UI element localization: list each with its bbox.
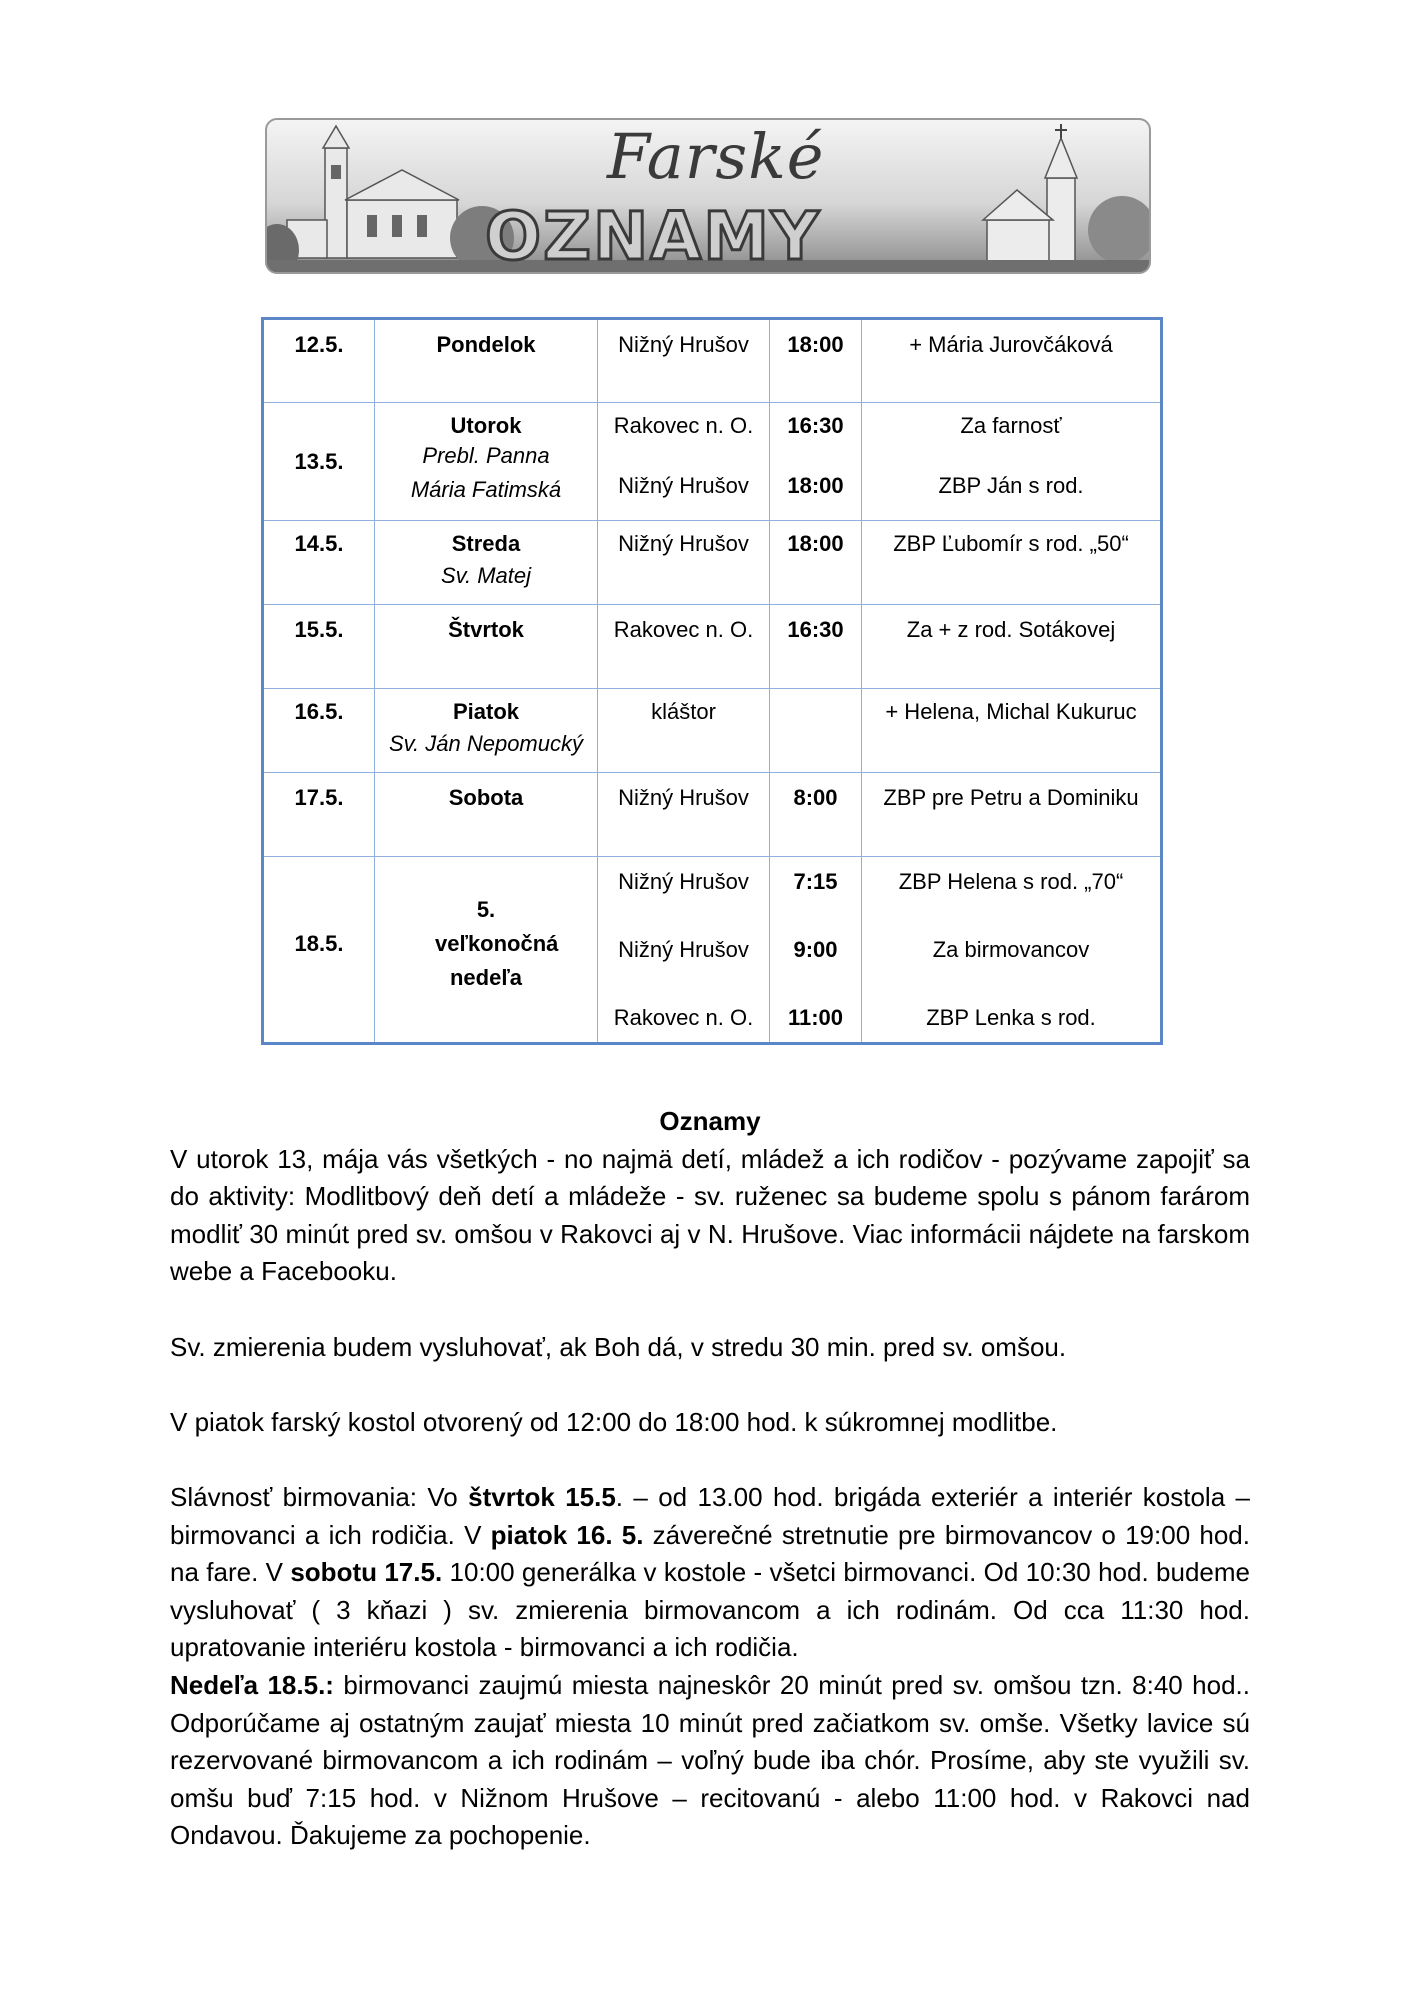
day-cell: 5. veľkonočná nedeľa — [435, 896, 559, 990]
date-cell: 13.5. — [294, 448, 344, 474]
time-cell: 18:00 — [787, 332, 844, 357]
place-cell: Rakovec n. O. — [613, 617, 754, 642]
banner-script-title: Farské — [607, 120, 825, 193]
time-cell: 18:00 — [787, 531, 844, 556]
intention-cell: ZBP Helena s rod. „70“ — [898, 869, 1124, 894]
announcement-paragraph: V utorok 13, mája vás všetkých - no najmä detí, mládež a ich rodičov - pozývame zapojiť sa do aktivity: Modlitbový deň detí a mládeže - sv. ruženec sa budeme spolu s pánom farárom modliť 30 minút pred sv. omšou v Rakovci aj v N. Hrušove. Viac informácii nájdete na farskom webe a Facebooku. — [170, 1143, 1250, 1287]
confirmation-paragraph — [170, 1479, 1250, 1667]
date-cell: 18.5. — [294, 930, 344, 956]
text-run: Slávnosť birmovania: Vo — [170, 1481, 469, 1512]
banner-main-title: OZNAMY — [485, 198, 821, 274]
date-cell: 12.5. — [294, 332, 344, 357]
intention-cell: + Mária Jurovčáková — [909, 332, 1113, 357]
time-cell: 16:30 — [787, 617, 844, 642]
date-cell: 15.5. — [294, 617, 344, 642]
announcement-paragraph: Sv. zmierenia budem vysluhovať, ak Boh dá, v stredu 30 min. pred sv. omšou. — [170, 1331, 1067, 1362]
intention-cell: ZBP Ján s rod. — [938, 473, 1084, 498]
time-cell: 11:00 — [787, 1005, 844, 1030]
time-cell: 9:00 — [793, 937, 838, 962]
intention-cell: + Helena, Michal Kukuruc — [885, 699, 1137, 724]
intention-cell: Za + z rod. Sotákovej — [906, 617, 1116, 642]
table-row — [263, 857, 1162, 1044]
day-cell: Utorok — [450, 413, 522, 438]
place-cell: kláštor — [651, 699, 716, 724]
intention-cell: Za birmovancov — [932, 937, 1090, 962]
bold-text: štvrtok 15.5 — [468, 1481, 616, 1512]
feast-cell: Sv. Matej — [440, 563, 532, 588]
text-run: . – od 13.00 hod. brigáda exteriér a interiér kostola – birmovanci a ich rodičia. V — [170, 1481, 1250, 1550]
text-run: záverečné stretnutie pre birmovancov o 19:00 hod. na fare. V — [170, 1519, 1250, 1588]
place-cell: Nižný Hrušov — [618, 869, 749, 894]
place-cell: Rakovec n. O. — [613, 1005, 754, 1030]
intention-cell: Za farnosť — [960, 413, 1062, 438]
place-cell: Nižný Hrušov — [618, 531, 749, 556]
day-cell: Štvrtok — [448, 617, 524, 642]
text-run: birmovanci zaujmú miesta najneskôr 20 minút pred sv. omšou tzn. 8:40 hod.. Odporúčame aj ostatným zaujať miesta 10 minút pred začiatkom sv. omše. Všetky lavice sú rezervované birmovancom a ich rodinám – voľný bude iba chór. Prosíme, aby ste využili sv. omšu buď 7:15 hod. v Nižnom Hrušove – recitovanú - alebo 11:00 hod. v Rakovci nad Ondavou. Ďakujeme za pochopenie. — [170, 1669, 1251, 1851]
sunday-paragraph — [170, 1667, 1250, 1855]
place-cell: Nižný Hrušov — [618, 332, 749, 357]
intention-cell: ZBP pre Petru a Dominiku — [883, 785, 1139, 810]
announcements-section — [170, 1103, 1250, 1855]
day-cell: Piatok — [452, 699, 520, 724]
place-cell: Nižný Hrušov — [618, 937, 749, 962]
table-row — [263, 319, 1162, 403]
header-banner — [265, 118, 1151, 274]
day-cell: Pondelok — [436, 332, 536, 357]
time-cell: 8:00 — [793, 785, 838, 810]
intention-cell: ZBP Lenka s rod. — [926, 1005, 1096, 1030]
table-row — [263, 689, 1162, 773]
table-row — [263, 403, 1162, 521]
mass-schedule-table — [261, 317, 1163, 1045]
place-cell: Nižný Hrušov — [618, 473, 749, 498]
time-cell — [770, 689, 861, 699]
text-run: 10:00 generálka v kostole - všetci birmovanci. Od 10:30 hod. budeme vysluhovať ( 3 kňazi ) sv. zmierenia birmovancom a ich rodinám. Od cca 11:30 hod. upratovanie interiéru kostola - birmovanci a ich rodičia. — [170, 1557, 1250, 1663]
intention-cell: ZBP Ľubomír s rod. „50“ — [893, 531, 1129, 556]
time-cell: 16:30 — [787, 413, 844, 438]
day-cell: Sobota — [448, 785, 524, 810]
bold-text: sobotu 17.5. — [290, 1557, 443, 1588]
bold-text: Nedeľa 18.5.: — [170, 1669, 334, 1700]
feast-cell: Sv. Ján Nepomucký — [388, 731, 583, 756]
date-cell: 14.5. — [294, 531, 344, 556]
time-cell: 7:15 — [793, 869, 838, 894]
table-row — [263, 605, 1162, 689]
time-cell: 18:00 — [787, 473, 844, 498]
announcement-paragraph: V piatok farský kostol otvorený od 12:00 do 18:00 hod. k súkromnej modlitbe. — [170, 1406, 1058, 1437]
table-row — [263, 773, 1162, 857]
feast-cell: Prebl. Panna Mária Fatimská — [410, 443, 562, 502]
place-cell: Nižný Hrušov — [618, 785, 749, 810]
table-row — [263, 521, 1162, 605]
announcements-title: Oznamy — [659, 1106, 761, 1136]
place-cell: Rakovec n. O. — [613, 413, 754, 438]
date-cell: 16.5. — [294, 699, 344, 724]
date-cell: 17.5. — [294, 785, 344, 810]
day-cell: Streda — [451, 531, 521, 556]
bold-text: piatok 16. 5. — [490, 1519, 644, 1550]
